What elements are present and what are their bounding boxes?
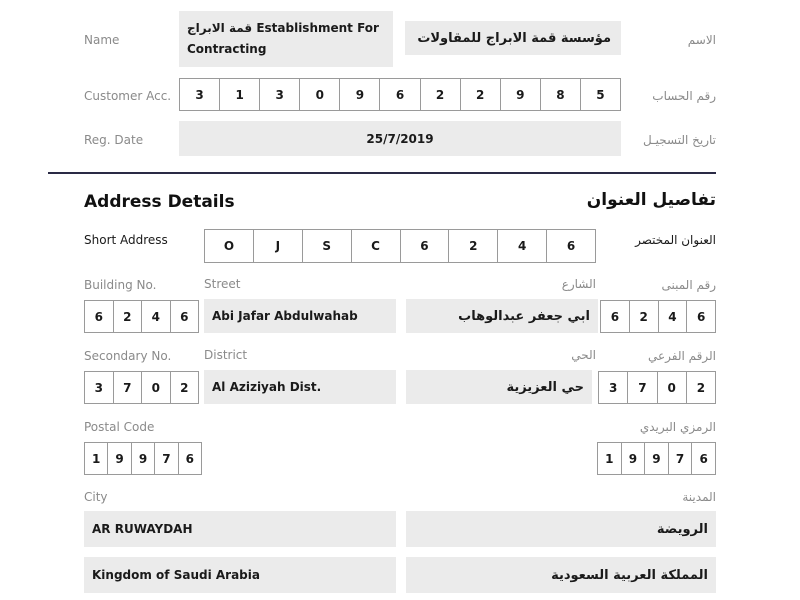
- secondary-digits-ar: [598, 371, 716, 404]
- building-digit: 4: [658, 301, 687, 332]
- building-label-ar: رقم المبنى: [661, 278, 716, 292]
- building-digit: 2: [113, 301, 142, 332]
- building-digits-ar: [600, 300, 716, 333]
- secondary-digit: 0: [141, 372, 170, 403]
- customer-acc-digits: [179, 78, 621, 111]
- building-digit: 6: [94, 309, 103, 324]
- district-label-ar: الحي: [571, 348, 596, 362]
- short-address-label-ar: العنوان المختصر: [635, 233, 716, 247]
- name-label-en: Name: [84, 33, 120, 47]
- building-digit: 2: [629, 301, 658, 332]
- reg-date-label-ar: تاريخ التسجيـل: [643, 133, 716, 147]
- short-address-char: 4: [497, 230, 546, 262]
- secondary-digit: 7: [627, 372, 656, 403]
- short-address-char: S: [302, 230, 351, 262]
- street-value-en: Abi Jafar Abdulwahab: [204, 299, 396, 333]
- country-value-en: Kingdom of Saudi Arabia: [84, 557, 396, 593]
- acc-digit: 8: [540, 79, 580, 110]
- secondary-digit: 2: [686, 372, 715, 403]
- city-value-ar: الرويضة: [406, 511, 716, 547]
- postal-digit: 1: [605, 451, 614, 466]
- building-digit: 6: [610, 309, 620, 324]
- short-address-char: O: [223, 239, 235, 253]
- acc-digit: 2: [460, 79, 500, 110]
- short-address-char: 6: [400, 230, 449, 262]
- reg-date-value: 25/7/2019: [179, 121, 621, 156]
- secondary-digit: 0: [657, 372, 686, 403]
- postal-digit: 7: [668, 443, 692, 474]
- district-label-en: District: [204, 348, 248, 362]
- postal-label-ar: الرمزي البريدي: [639, 420, 716, 434]
- postal-digit: 9: [644, 443, 668, 474]
- city-label-ar: المدينة: [682, 490, 716, 504]
- postal-label-en: Postal Code: [84, 420, 155, 434]
- acc-digit: 2: [420, 79, 460, 110]
- acc-digit: 1: [219, 79, 259, 110]
- acc-digit: 5: [580, 79, 620, 110]
- name-label-ar: الاسم: [687, 33, 716, 47]
- postal-digit: 9: [131, 443, 154, 474]
- district-value-ar: حي العزيزية: [406, 370, 592, 404]
- name-value-ar: مؤسسة قمة الابراج للمقاولات: [405, 21, 621, 55]
- secondary-digit: 2: [170, 372, 199, 403]
- acc-digit: 3: [195, 87, 204, 102]
- acc-digit: 6: [379, 79, 419, 110]
- building-digit: 4: [141, 301, 170, 332]
- secondary-digits-en: [84, 371, 199, 404]
- postal-digit: 9: [107, 443, 130, 474]
- section-divider: [48, 172, 716, 174]
- short-address-label-en: Short Address: [84, 233, 168, 247]
- address-title-ar: تفاصيل العنوان: [586, 190, 716, 210]
- postal-digits-en: [84, 442, 202, 475]
- city-label-en: City: [84, 490, 108, 504]
- address-title-en: Address Details: [84, 192, 235, 212]
- building-label-en: Building No.: [84, 278, 157, 292]
- acc-digit: 9: [339, 79, 379, 110]
- building-digit: 6: [686, 301, 715, 332]
- customer-acc-label-ar: رقم الحساب: [652, 89, 716, 103]
- secondary-digit: 7: [113, 372, 142, 403]
- district-value-en: Al Aziziyah Dist.: [204, 370, 396, 404]
- reg-date-label-en: Reg. Date: [84, 133, 144, 147]
- secondary-digit: 3: [608, 380, 618, 395]
- acc-digit: 0: [299, 79, 339, 110]
- short-address-cells: [204, 229, 596, 263]
- short-address-char: C: [351, 230, 400, 262]
- acc-digit: 3: [259, 79, 299, 110]
- short-address-char: 6: [546, 230, 595, 262]
- postal-digit: 9: [621, 443, 645, 474]
- short-address-char: J: [253, 230, 302, 262]
- secondary-digit: 3: [94, 380, 103, 395]
- postal-digit: 6: [691, 443, 715, 474]
- postal-digit: 7: [154, 443, 177, 474]
- street-value-ar: ابي جعفر عبدالوهاب: [406, 299, 598, 333]
- postal-digit: 1: [92, 451, 101, 466]
- building-digits-en: [84, 300, 199, 333]
- postal-digit: 6: [178, 443, 201, 474]
- building-digit: 6: [170, 301, 199, 332]
- country-value-ar: المملكة العربية السعودية: [406, 557, 716, 593]
- city-value-en: AR RUWAYDAH: [84, 511, 396, 547]
- secondary-label-en: Secondary No.: [84, 349, 172, 363]
- customer-acc-label-en: Customer Acc.: [84, 89, 172, 103]
- street-label-en: Street: [204, 277, 241, 291]
- acc-digit: 9: [500, 79, 540, 110]
- name-value-en: قمة الابراج Establishment For Contracting: [179, 11, 393, 67]
- short-address-char: 2: [448, 230, 497, 262]
- street-label-ar: الشارع: [561, 277, 596, 291]
- secondary-label-ar: الرقم الفرعي: [648, 349, 716, 363]
- postal-digits-ar: [597, 442, 716, 475]
